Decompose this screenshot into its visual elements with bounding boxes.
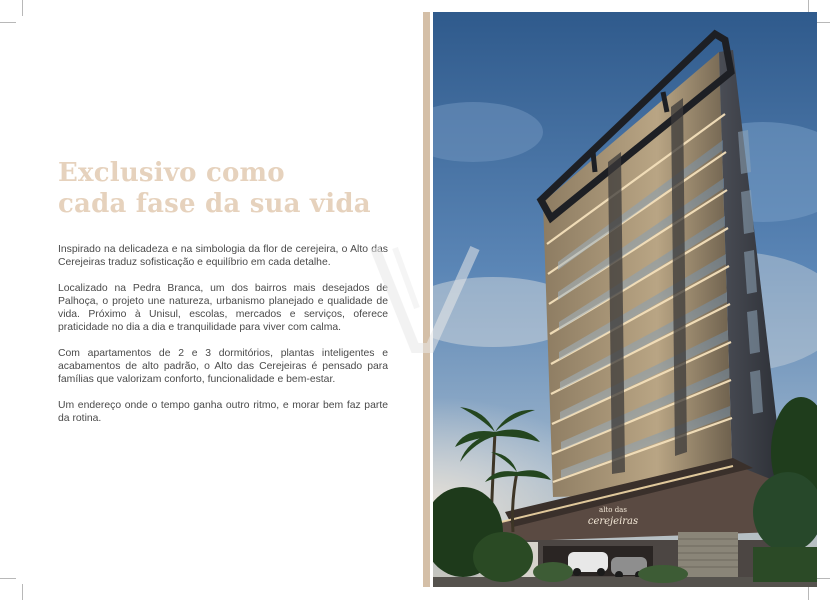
heading-line-1: Exclusivo como — [58, 158, 285, 188]
heading-line-2: cada fase da sua vida — [58, 189, 371, 219]
paragraph-apartments: Com apartamentos de 2 e 3 dormitórios, plantas inteligentes e acabamentos de alto padrão, o Alto das Cerejeiras é pensado para famílias que valorizam conforto, funcionalidade e bem-estar. — [58, 348, 388, 385]
building-sign-line-2: cerejeiras — [587, 516, 639, 527]
crop-mark-left-top — [0, 22, 16, 23]
body-text — [58, 243, 388, 438]
paragraph-location: Localizado na Pedra Branca, um dos bairros mais desejados de Palhoça, o projeto une natureza, urbanismo planejado e qualidade de vida. Próximo à Unisul, escolas, mercados e serviços, oferece praticidade no dia a dia e tranquilidade para viver com calma. — [58, 283, 388, 333]
crop-mark-left-bottom — [0, 578, 16, 579]
paragraph-intro: Inspirado na delicadeza e na simbologia da flor de cerejeira, o Alto das Cerejeiras traduz sofisticação e equilíbrio em cada detalhe. — [58, 244, 388, 268]
page-heading — [58, 158, 371, 220]
paragraph-closing: Um endereço onde o tempo ganha outro ritmo, e morar bem faz parte da rotina. — [58, 400, 388, 424]
building-sign-line-1: alto das — [599, 506, 627, 514]
crop-mark-bottom-left — [22, 584, 23, 600]
crop-mark-top-left — [22, 0, 23, 16]
watermark-logo — [355, 238, 495, 358]
